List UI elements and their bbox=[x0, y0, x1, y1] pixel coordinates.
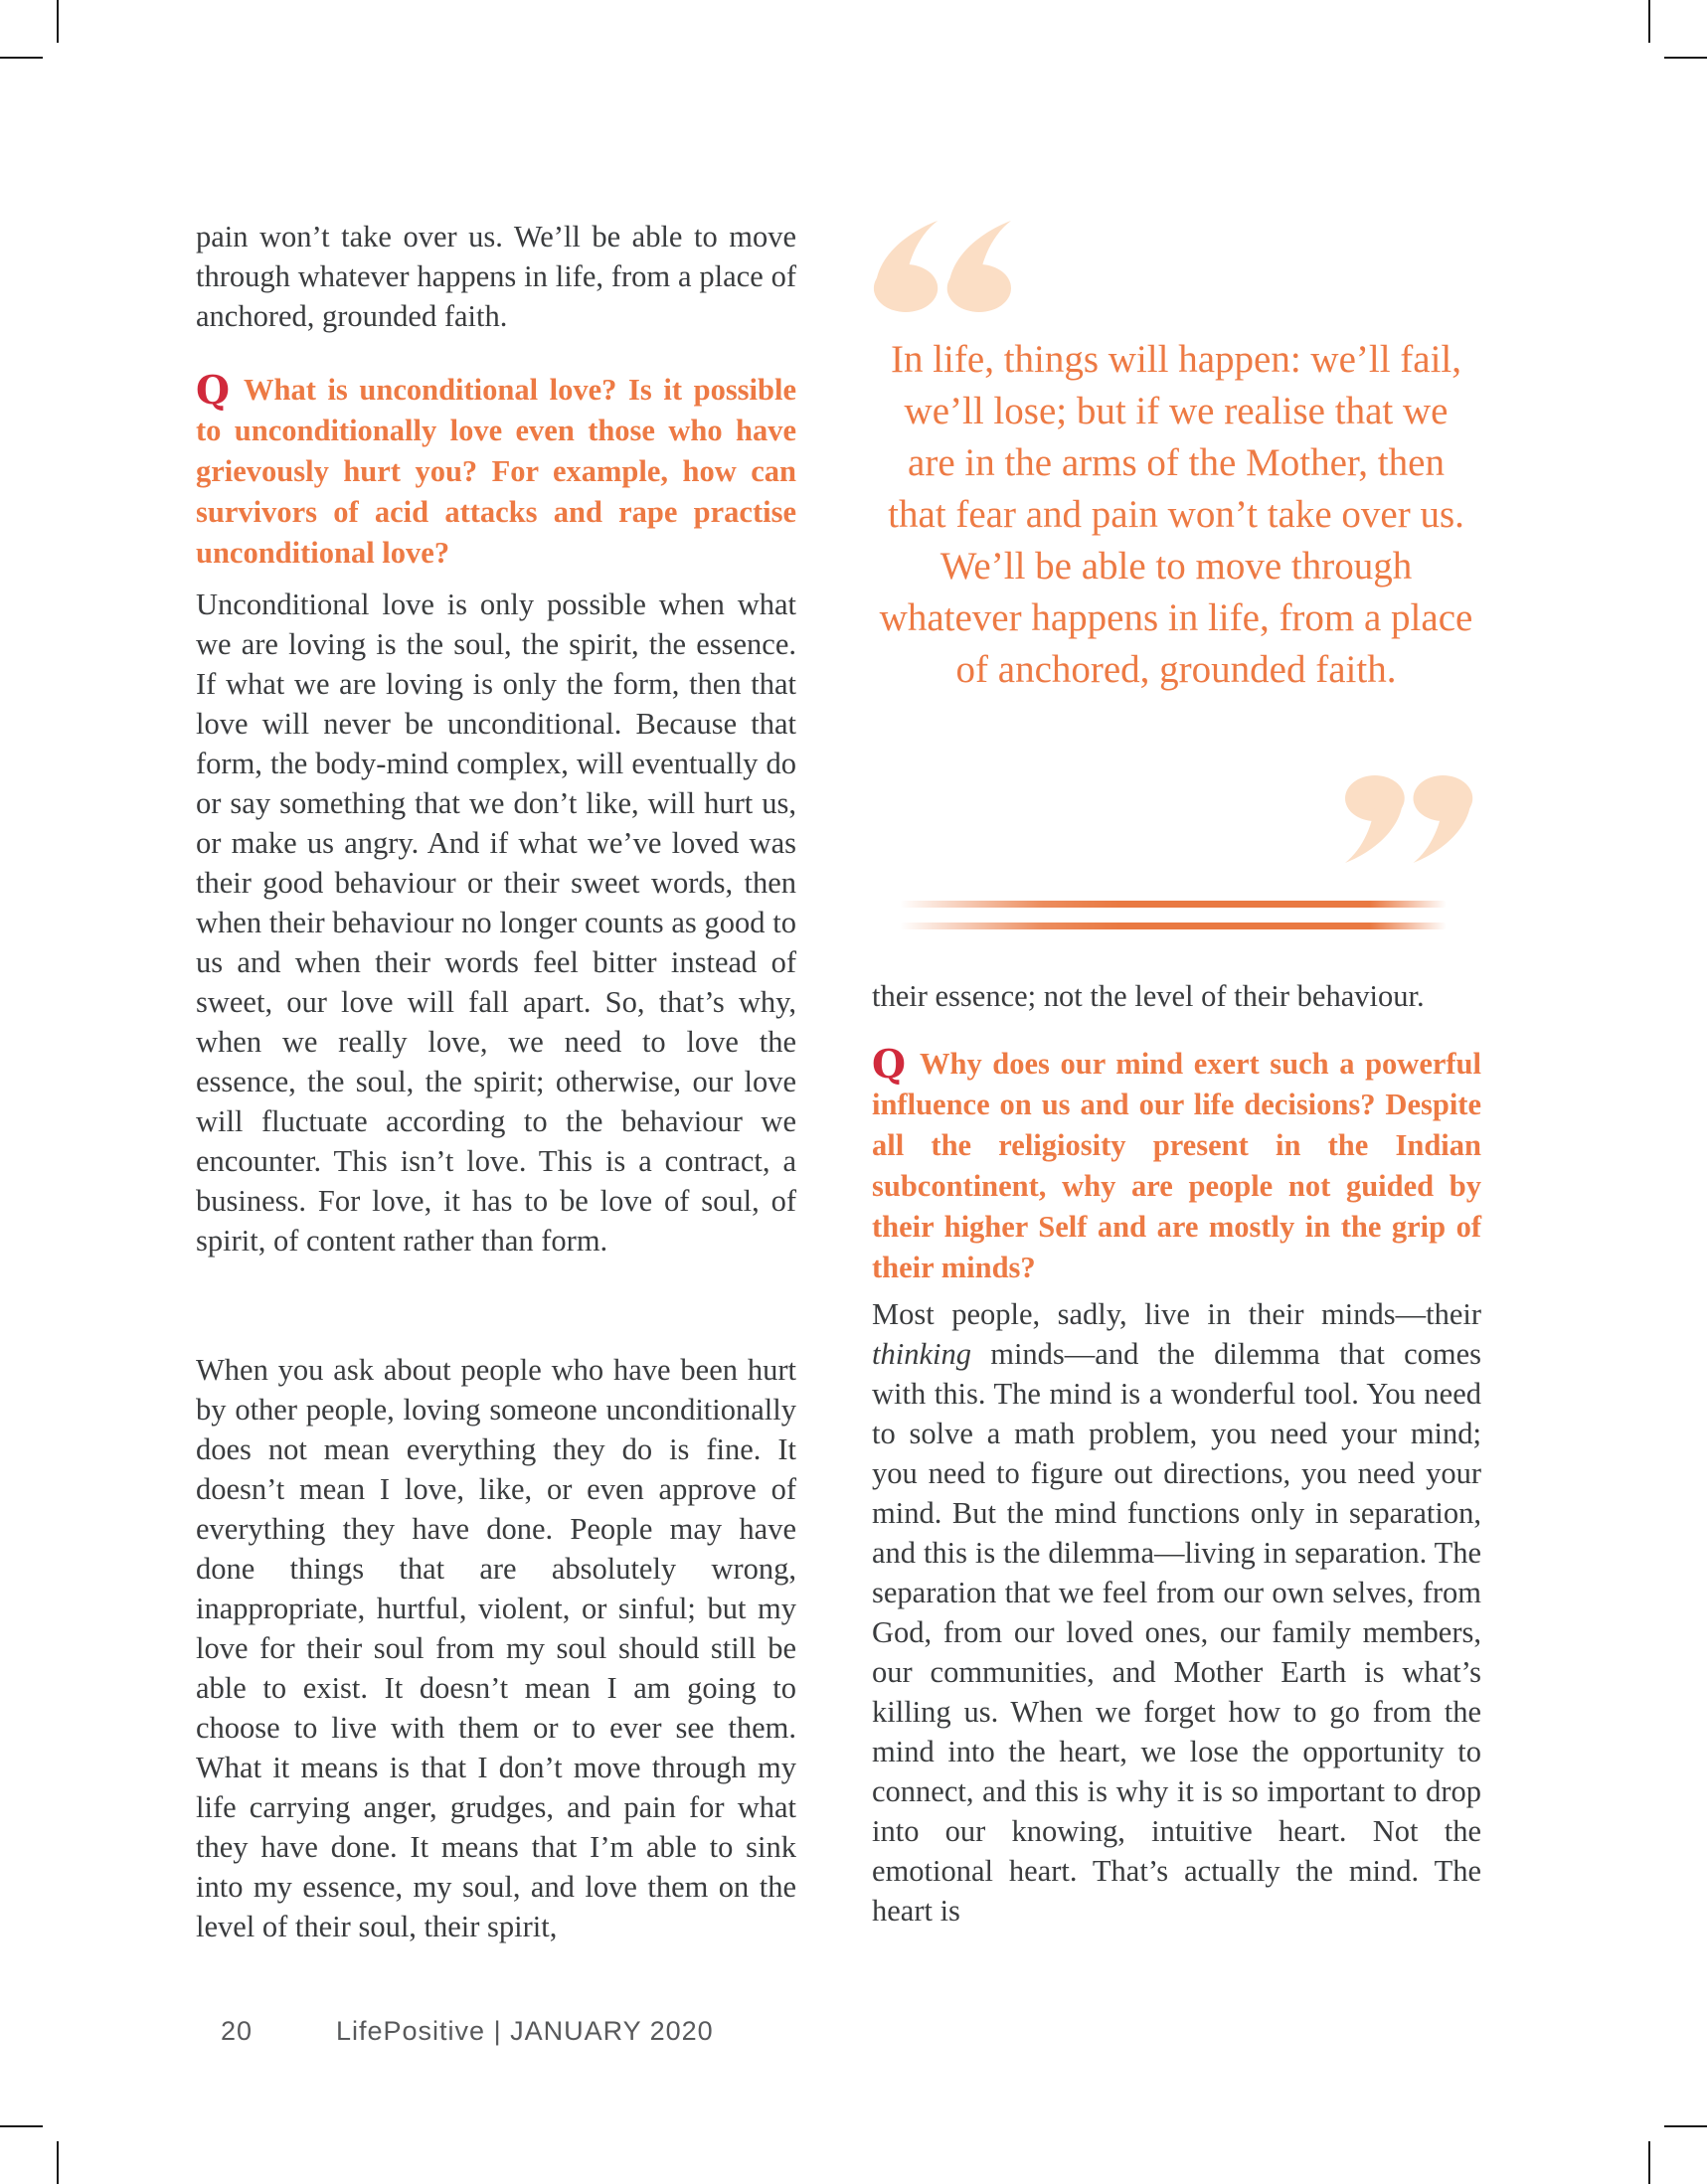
q-icon: Q bbox=[196, 368, 230, 414]
answer-1-paragraph-2: When you ask about people who have been hurt by other people, loving someone unconditionally does not mean everything they do is fine. It doesn’t mean I love, like, or even approve of everything they have done. People may have done things that are absolutely wrong, inappropriate, hurtful, violent, or sinful; but my love for their soul from my soul should still be able to exist. It doesn’t mean I am going to choose to live with them or to ever see them. What it means is that I don’t move through my life carrying anger, grudges, and pain for what they have done. It means that I’m able to sink into my essence, my soul, and love them on the level of their soul, their spirit, bbox=[196, 1353, 796, 1943]
answer-2-italic-word: thinking bbox=[872, 1337, 971, 1371]
answer-2-text-rest: minds—and the dilemma that comes with this. The mind is a wonderful tool. You need to solve a math problem, you need your mind; you need to figure out directions, you need your mind. But the mind functions only in separation, and this is the dilemma—living in separation. The separation that we feel from our own selves, from God, from our loved ones, our family members, our communities, and Mother Earth is what’s killing us. When we forget how to go from the mind into the heart, we lose the opportunity to connect, and this is why it is so important to drop into our knowing, intuitive heart. Not the emotional heart. That’s actually the mind. The heart is bbox=[872, 1337, 1481, 1928]
divider-rule-top bbox=[900, 901, 1447, 908]
pull-quote: In life, things will happen: we’ll fail, we’ll lose; but if we realise that we are in the arms of the Mother, then that fear and pain won’t take over us. We’ll be able to move through whatever happens in life, from a place of anchored, grounded faith. bbox=[879, 338, 1473, 691]
question-1-text: What is unconditional love? Is it possible to unconditionally love even those who have grievously hurt you? For example, how can survivors of acid attacks and rape practise unconditional love? bbox=[196, 373, 796, 570]
answer-1: Unconditional love is only possible when what we are loving is the soul, the spirit, the essence. If what we are loving is only the form, then that love will never be unconditional. Because that form, the body-mind complex, will eventually do or say something that we don’t like, will hurt us, or make us angry. And if what we’ve loved was their good behaviour or their sweet words, then when their behaviour no longer counts as good to us and when their words feel bitter instead of sweet, our love will fall apart. So, that’s why, when we really love, we need to love the essence, the soul, the spirit; otherwise, our love will fluctuate according to the behaviour we encounter. This isn’t love. This is a contract, a business. For love, it has to be love of soul, of spirit, of content rather than form. bbox=[196, 588, 796, 1258]
q-icon: Q bbox=[872, 1042, 906, 1088]
answer-2-text-start: Most people, sadly, live in their minds—their bbox=[872, 1297, 1481, 1331]
answer-2 bbox=[872, 1294, 1481, 1931]
crop-mark-bottom-left-horizontal bbox=[0, 2125, 43, 2127]
divider-rule-bottom bbox=[900, 923, 1447, 929]
left-column bbox=[196, 0, 796, 2184]
crop-mark-top-right-horizontal bbox=[1664, 57, 1707, 59]
open-quote-icon bbox=[872, 221, 1011, 312]
paragraph-continuation: pain won’t take over us. We’ll be able to move through whatever happens in life, from a place of anchored, grounded faith. bbox=[196, 220, 796, 333]
question-2-text: Why does our mind exert such a powerful influence on us and our life decisions? Despite all the religiosity present in the Indian subcontinent, why are people not guided by their higher Self and are mostly in the grip of their minds? bbox=[872, 1047, 1481, 1284]
footer-issue-line: LifePositive | JANUARY 2020 bbox=[336, 2016, 714, 2046]
close-quote-icon bbox=[1345, 775, 1474, 863]
question-1 bbox=[196, 370, 796, 574]
question-2 bbox=[872, 1044, 1481, 1288]
right-column bbox=[872, 0, 1481, 2184]
crop-mark-bottom-right-vertical bbox=[1648, 2141, 1650, 2184]
crop-mark-top-right-vertical bbox=[1648, 0, 1650, 43]
page-number: 20 bbox=[221, 2016, 254, 2046]
crop-mark-bottom-left-vertical bbox=[57, 2141, 59, 2184]
crop-mark-top-left-vertical bbox=[57, 0, 59, 43]
answer-1-closing-line: their essence; not the level of their behaviour. bbox=[872, 979, 1425, 1013]
crop-mark-top-left-horizontal bbox=[0, 57, 43, 59]
crop-mark-bottom-right-horizontal bbox=[1664, 2125, 1707, 2127]
